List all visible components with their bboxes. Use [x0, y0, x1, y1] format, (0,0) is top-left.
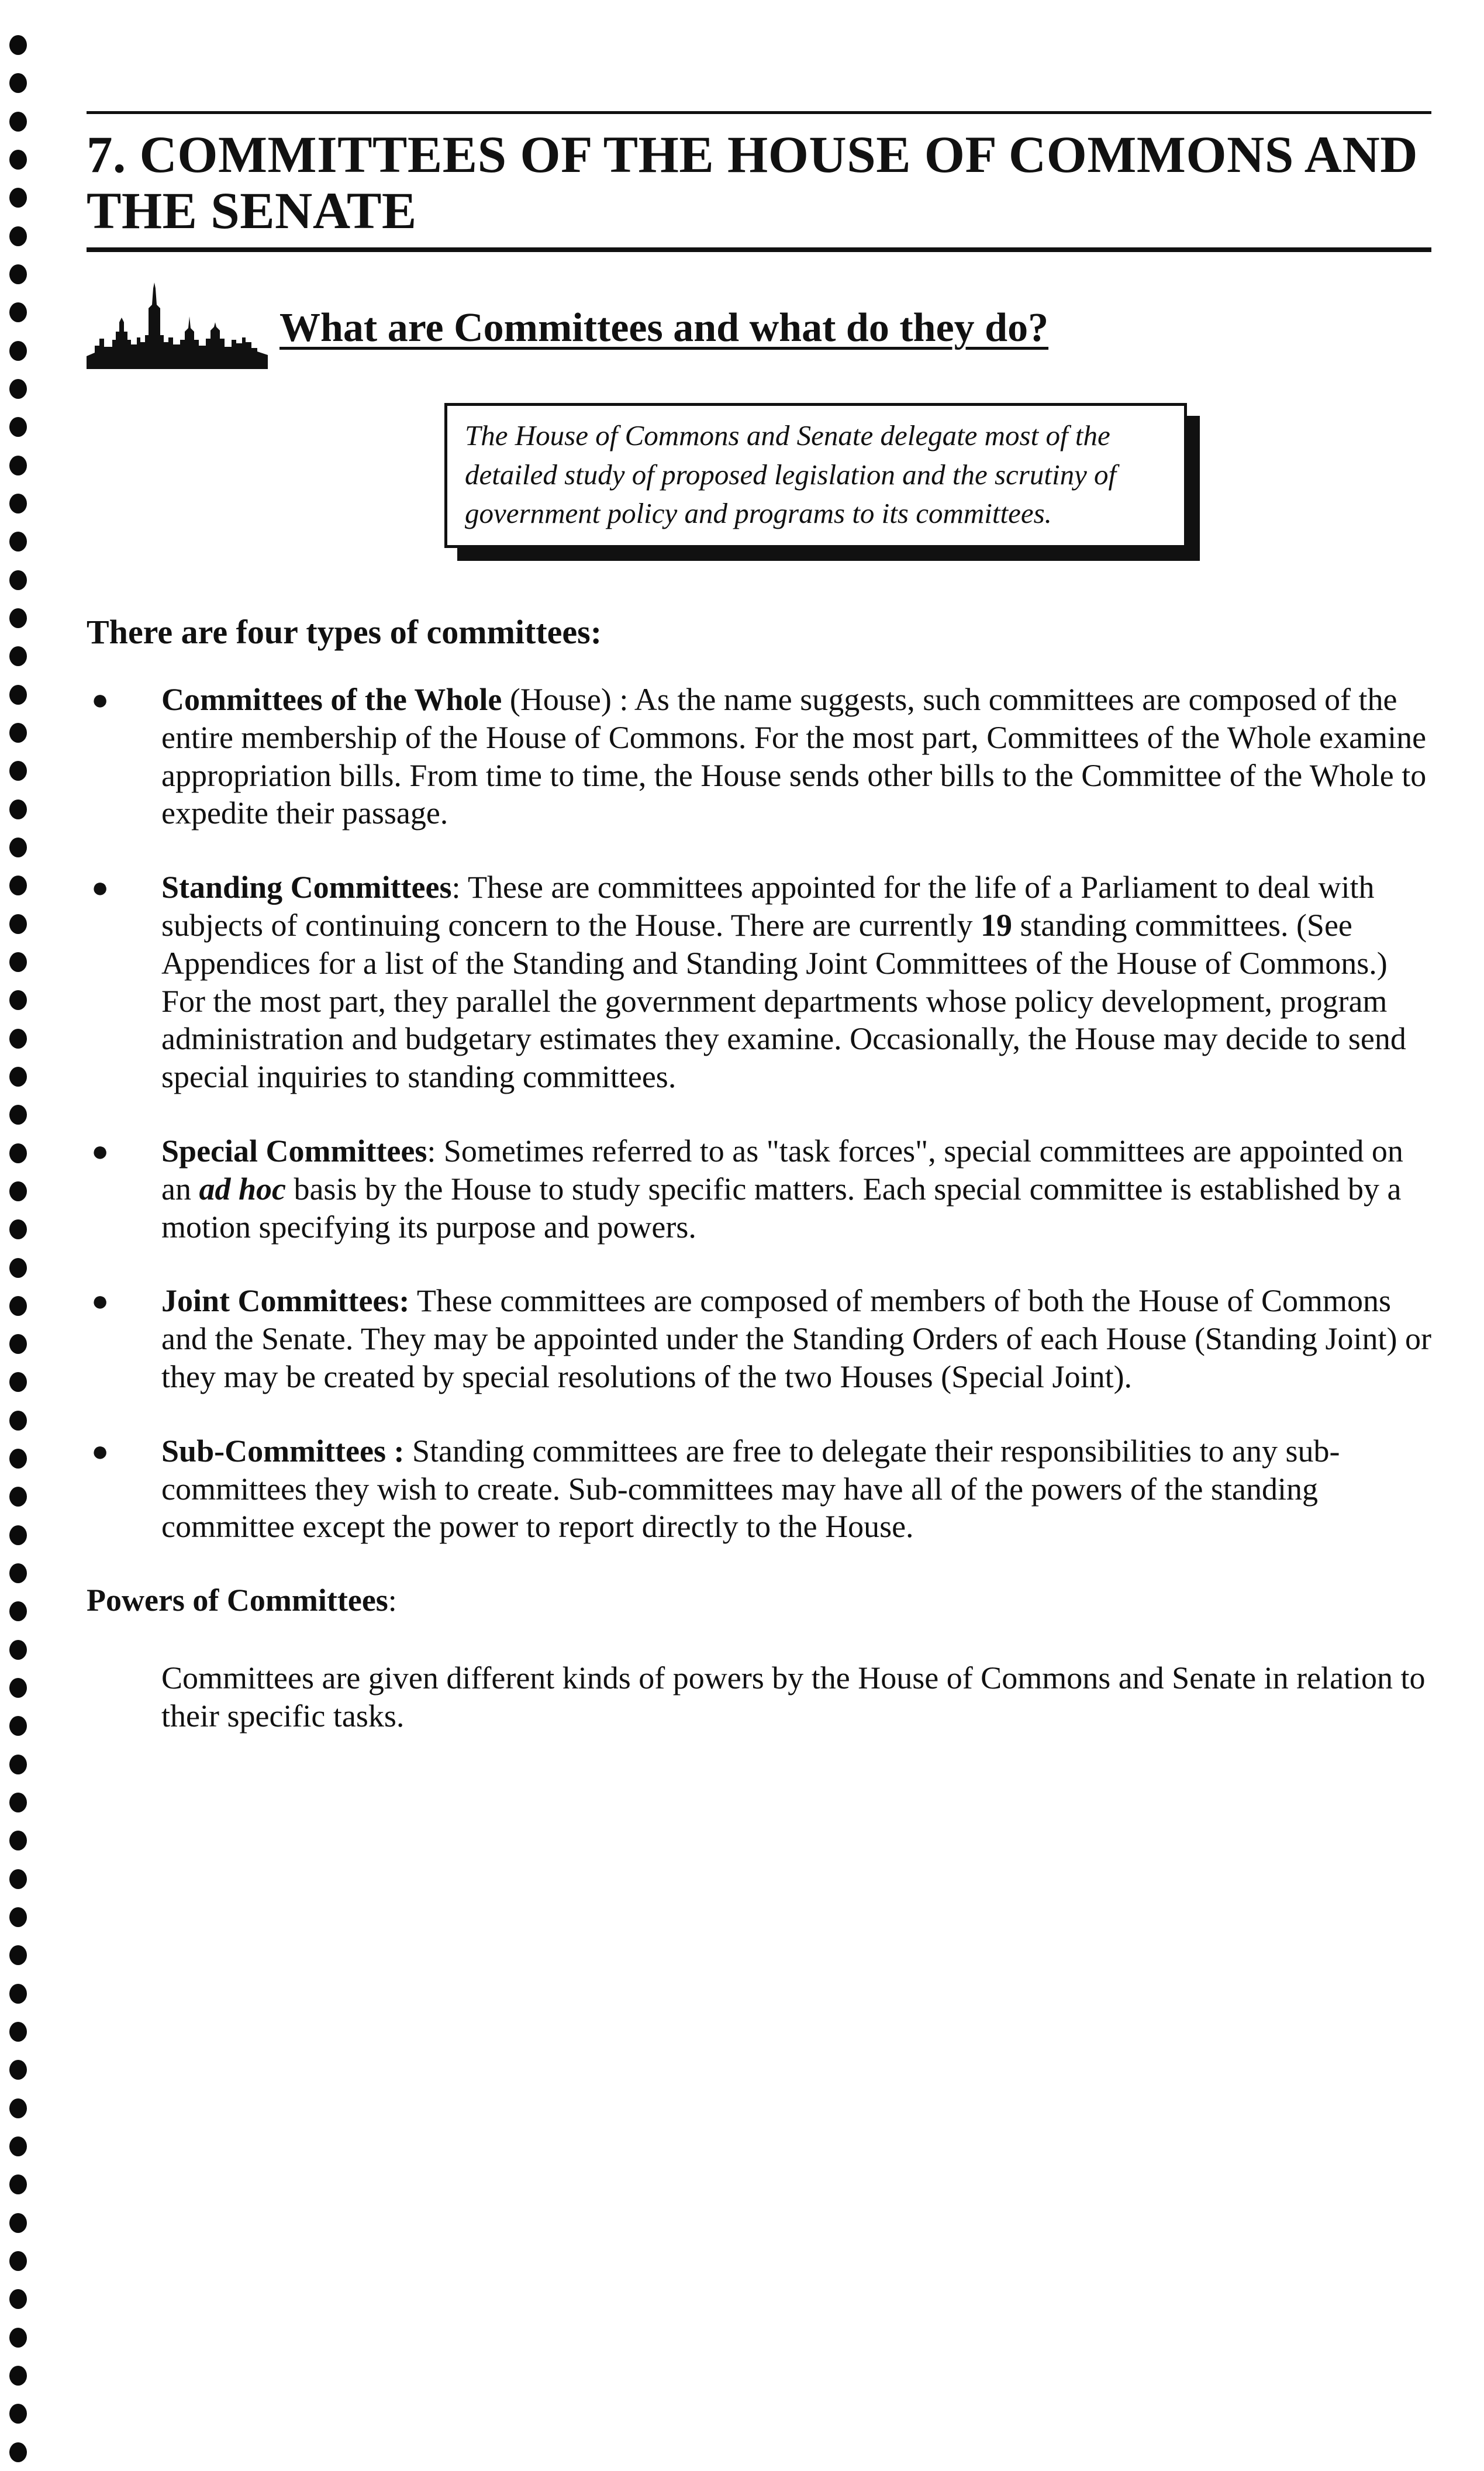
section-title: What are Committees and what do they do? — [279, 305, 1049, 351]
binding-hole — [9, 73, 27, 93]
binding-hole — [9, 1258, 27, 1278]
chapter-title: 7. COMMITTEES OF THE HOUSE OF COMMONS AND THE SENATE — [87, 126, 1419, 240]
binding-hole — [9, 2404, 27, 2424]
term-description: Standing committees are free to delegate their responsibilities to any sub-committees they wish to create. Sub-committees may have all of the powers of the standing committee except the power to report directly to the House. — [161, 1433, 1340, 1545]
binding-hole — [9, 1793, 27, 1812]
binding-hole — [9, 761, 27, 781]
binding-hole — [9, 2098, 27, 2118]
term-label: Standing Committees — [161, 870, 452, 905]
committee-types-list — [87, 681, 1431, 1546]
powers-heading — [87, 1582, 1431, 1618]
binding-hole — [9, 1907, 27, 1927]
binding-hole — [9, 799, 27, 819]
binding-hole — [9, 1334, 27, 1354]
binding-hole — [9, 570, 27, 590]
binding-hole — [9, 2442, 27, 2462]
binding-hole — [9, 1601, 27, 1621]
binding-hole — [9, 494, 27, 514]
list-item-sub-committees — [87, 1432, 1431, 1546]
binding-hole — [9, 1029, 27, 1049]
list-item-text — [161, 869, 1431, 1096]
term-description: As the name suggests, such committees are composed of the entire membership of the House of Commons. For the most part, Committees of the Whole examine appropriation bills. From time to time, the House sends other bills to the Committee of the Whole to expedite their passage. — [161, 682, 1427, 831]
powers-heading-label: Powers of Committees — [87, 1583, 388, 1618]
binding-hole — [9, 150, 27, 170]
list-item-text — [161, 1282, 1431, 1395]
list-item-joint-committees — [87, 1282, 1431, 1395]
binding-hole — [9, 341, 27, 361]
list-item-committees-of-the-whole — [87, 681, 1431, 832]
binding-hole — [9, 417, 27, 437]
section-heading — [87, 270, 1431, 369]
term-qualifier: (House) : — [502, 682, 634, 718]
binding-hole — [9, 685, 27, 705]
powers-heading-suffix: : — [388, 1583, 397, 1618]
binding-hole — [9, 990, 27, 1010]
binding-hole — [9, 1411, 27, 1431]
callout-text: The House of Commons and Senate delegate most of the detailed study of proposed legislation and the scrutiny of government policy and programs to its committees. — [444, 403, 1187, 548]
binding-hole — [9, 2213, 27, 2233]
bullet-icon: ● — [91, 1135, 109, 1168]
binding-hole — [9, 188, 27, 208]
binding-hole — [9, 1487, 27, 1507]
bullet-icon: ● — [91, 871, 109, 904]
binding-hole — [9, 2366, 27, 2386]
binding-hole — [9, 456, 27, 475]
binding-hole — [9, 914, 27, 934]
bullet-icon: ● — [91, 683, 109, 716]
binding-hole — [9, 646, 27, 666]
standing-committee-count: 19 — [981, 908, 1013, 943]
binding-hole — [9, 1525, 27, 1545]
binding-hole — [9, 264, 27, 284]
term-description-continued: basis by the House to study specific matters. Each special committee is established by a motion specifying its purpose and powers. — [161, 1171, 1402, 1245]
binding-hole — [9, 226, 27, 246]
document-page — [87, 111, 1431, 1735]
powers-paragraph: Committees are given different kinds of powers by the House of Commons and Senate in relation to their specific tasks. — [161, 1660, 1426, 1734]
list-item-text — [161, 1132, 1431, 1246]
term-description: : These are committees appointed for the life of a Parliament to deal with subjects of continuing concern to the House. There are currently — [161, 870, 1375, 943]
callout-box — [444, 403, 1187, 548]
binding-hole — [9, 838, 27, 857]
binding-hole — [9, 876, 27, 895]
binding-hole — [9, 1372, 27, 1392]
binding-hole — [9, 2136, 27, 2156]
term-description: : Sometimes referred to as "task forces", special committees are appointed on an — [161, 1133, 1403, 1207]
term-label: Joint Committees: — [161, 1283, 410, 1319]
binding-hole — [9, 952, 27, 972]
binding-hole — [9, 1678, 27, 1698]
binding-hole — [9, 1143, 27, 1163]
types-heading: There are four types of committees: — [87, 613, 602, 652]
term-label: Special Committees — [161, 1133, 427, 1169]
binding-hole — [9, 1181, 27, 1201]
binding-hole — [9, 1219, 27, 1239]
binding-hole — [9, 723, 27, 743]
binding-hole — [9, 1831, 27, 1850]
binding-hole — [9, 2328, 27, 2348]
binding-hole — [9, 302, 27, 322]
list-item-special-committees — [87, 1132, 1431, 1246]
list-item-text — [161, 681, 1431, 832]
binding-hole — [9, 1716, 27, 1736]
title-rule-top — [87, 111, 1431, 114]
binding-hole — [9, 1105, 27, 1125]
bullet-icon: ● — [91, 1434, 109, 1467]
binding-hole — [9, 112, 27, 132]
binding-hole — [9, 2022, 27, 2042]
binding-hole — [9, 2174, 27, 2194]
binding-hole — [9, 1869, 27, 1889]
binding-hole — [9, 1296, 27, 1316]
binding-hole — [9, 2251, 27, 2271]
binding-hole — [9, 1755, 27, 1774]
binding-hole — [9, 1067, 27, 1087]
binding-hole — [9, 608, 27, 628]
bullet-icon: ● — [91, 1284, 109, 1318]
binding-hole — [9, 1984, 27, 2004]
binding-hole — [9, 35, 27, 55]
binding-hole — [9, 2060, 27, 2080]
binding-hole — [9, 379, 27, 399]
list-item-standing-committees — [87, 869, 1431, 1096]
title-rule-bottom — [87, 247, 1431, 252]
term-label: Sub-Committees : — [161, 1433, 405, 1469]
binding-hole — [9, 1563, 27, 1583]
term-label: Committees of the Whole — [161, 682, 502, 718]
binding-hole — [9, 1449, 27, 1469]
term-description-continued: standing committees. (See Appendices for a list of the Standing and Standing Joint Committees of the House of Commons.) For the most part, they parallel the government departments whose policy development, program administration and budgetary estimates they examine. Occasionally, the House may decide to send special inquiries to standing committees. — [161, 908, 1406, 1095]
binding-hole — [9, 2289, 27, 2309]
binding-hole — [9, 1945, 27, 1965]
binding-hole — [9, 532, 27, 552]
list-item-text — [161, 1432, 1431, 1546]
ad-hoc-emphasis: ad hoc — [199, 1171, 286, 1207]
binding-hole — [9, 1640, 27, 1660]
parliament-buildings-icon — [87, 281, 268, 369]
binding-holes — [6, 35, 30, 2462]
term-description: These committees are composed of members of both the House of Commons and the Senate. They may be appointed under the Standing Orders of each House (Standing Joint) or they may be created by special resolutions of the two Houses (Special Joint). — [161, 1283, 1431, 1395]
